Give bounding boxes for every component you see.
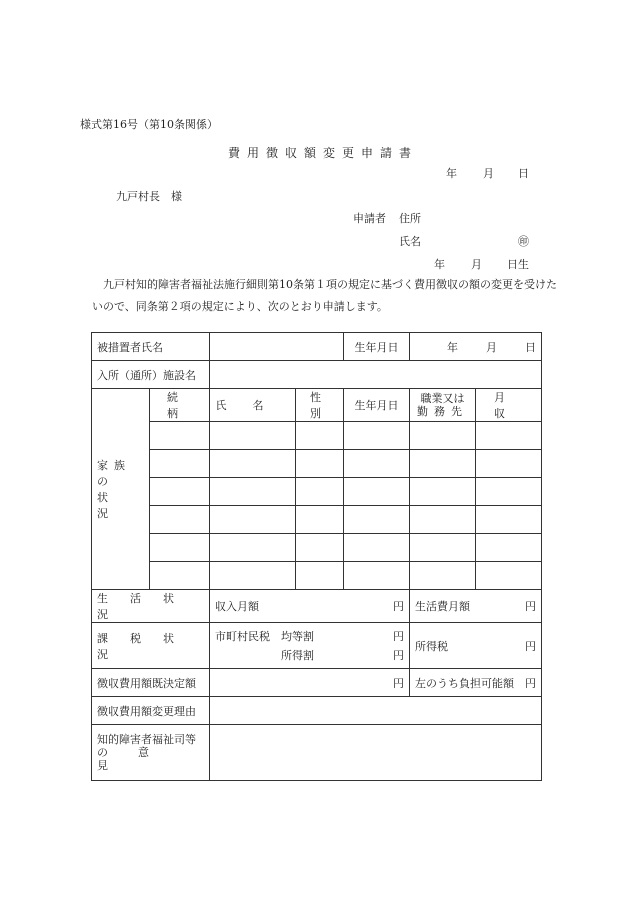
income-split-label: 所得割	[281, 648, 314, 662]
resident-tax-label: 市町村民税	[215, 629, 270, 643]
opinion-row	[92, 725, 542, 781]
tax-row	[92, 623, 542, 669]
living-label: 生活状況	[92, 590, 210, 623]
family-cell[interactable]	[344, 450, 410, 478]
income-tax-yen: 円	[525, 639, 536, 653]
family-cell[interactable]	[344, 422, 410, 450]
applicant-name-label: 氏名	[399, 235, 421, 248]
family-cell[interactable]	[476, 422, 542, 450]
person-birth-label: 生年月日	[344, 333, 410, 361]
burden-yen: 円	[525, 676, 536, 690]
facility-label: 入所（通所）施設名	[92, 361, 210, 389]
family-cell[interactable]	[296, 478, 344, 506]
family-cell[interactable]	[296, 450, 344, 478]
income-split-yen: 円	[393, 648, 404, 662]
living-cost-yen: 円	[525, 600, 536, 613]
family-header-gender: 性別	[296, 389, 344, 422]
family-header-birth: 生年月日	[344, 389, 410, 422]
applicant-label: 申請者	[353, 212, 386, 225]
reason-label: 徴収費用額変更理由	[92, 697, 210, 725]
birth-year: 年	[434, 258, 445, 271]
date-month: 月	[483, 167, 494, 180]
family-cell[interactable]	[210, 450, 296, 478]
facility-field[interactable]	[210, 361, 542, 389]
income-field[interactable]	[210, 590, 410, 623]
family-cell[interactable]	[150, 450, 210, 478]
family-row	[92, 534, 542, 562]
equal-split-label: 均等割	[281, 629, 314, 643]
opinion-field[interactable]	[210, 725, 542, 781]
family-cell[interactable]	[150, 506, 210, 534]
form-number: 様式第16号（第10条関係）	[80, 118, 218, 131]
facility-row	[92, 361, 542, 389]
family-header-job: 職業又は 勤務先	[410, 389, 476, 422]
person-name-label: 被措置者氏名	[92, 333, 210, 361]
family-cell[interactable]	[210, 506, 296, 534]
family-cell[interactable]	[410, 422, 476, 450]
reason-row	[92, 697, 542, 725]
living-cost-field[interactable]	[410, 590, 542, 623]
decided-field[interactable]	[210, 669, 410, 697]
family-cell[interactable]	[210, 422, 296, 450]
date-day: 日	[518, 167, 529, 180]
living-row	[92, 590, 542, 623]
family-row	[92, 562, 542, 590]
income-tax-field[interactable]	[410, 623, 542, 669]
family-cell[interactable]	[410, 478, 476, 506]
family-cell[interactable]	[410, 450, 476, 478]
family-cell[interactable]	[296, 422, 344, 450]
family-header-income: 月収	[476, 389, 542, 422]
family-cell[interactable]	[476, 506, 542, 534]
person-birth-day: 日	[525, 340, 536, 354]
person-birth-year: 年	[447, 340, 458, 354]
burden-label: 左のうち負担可能額	[415, 676, 514, 690]
family-header-row	[92, 389, 542, 422]
seal-mark: ㊞	[518, 235, 529, 248]
income-tax-label: 所得税	[415, 639, 448, 653]
reason-field[interactable]	[210, 697, 542, 725]
tax-label: 課税状況	[92, 623, 210, 669]
income-label: 収入月額	[215, 600, 259, 613]
family-cell[interactable]	[476, 534, 542, 562]
family-cell[interactable]	[410, 534, 476, 562]
family-cell[interactable]	[410, 506, 476, 534]
equal-split-yen: 円	[393, 629, 404, 643]
decided-yen: 円	[393, 676, 404, 690]
family-cell[interactable]	[344, 506, 410, 534]
resident-tax-field[interactable]	[210, 623, 410, 669]
application-table	[91, 332, 542, 781]
person-birth-month: 月	[486, 340, 497, 354]
family-cell[interactable]	[210, 562, 296, 590]
family-cell[interactable]	[296, 562, 344, 590]
family-header-name: 氏名	[210, 389, 296, 422]
family-cell[interactable]	[150, 422, 210, 450]
family-cell[interactable]	[210, 478, 296, 506]
family-cell[interactable]	[150, 534, 210, 562]
family-cell[interactable]	[476, 562, 542, 590]
date-year: 年	[446, 167, 457, 180]
opinion-label: 知的障害者福祉司等 の意見	[92, 725, 210, 781]
family-cell[interactable]	[344, 478, 410, 506]
person-row	[92, 333, 542, 361]
family-cell[interactable]	[150, 562, 210, 590]
family-cell[interactable]	[210, 534, 296, 562]
family-cell[interactable]	[296, 534, 344, 562]
birth-month: 月	[471, 258, 482, 271]
family-cell[interactable]	[476, 450, 542, 478]
form-title: 費用徴収額変更申請書	[228, 146, 419, 160]
family-cell[interactable]	[150, 478, 210, 506]
income-yen: 円	[393, 600, 404, 613]
person-birth-field[interactable]	[410, 333, 542, 361]
family-cell[interactable]	[344, 534, 410, 562]
living-cost-label: 生活費月額	[415, 600, 470, 613]
birth-day: 日生	[507, 258, 529, 271]
applicant-address-label: 住所	[399, 212, 421, 225]
family-cell[interactable]	[410, 562, 476, 590]
family-row	[92, 506, 542, 534]
burden-field[interactable]	[410, 669, 542, 697]
family-cell[interactable]	[296, 506, 344, 534]
family-cell[interactable]	[476, 478, 542, 506]
body-text: 九戸村知的障害者福祉法施行細則第10条第１項の規定に基づく費用徴収の額の変更を受けたいので、同条第２項の規定により、次のとおり申請します。	[92, 278, 557, 313]
family-label: 家族の 状況	[92, 389, 150, 590]
family-row	[92, 450, 542, 478]
decided-row	[92, 669, 542, 697]
person-name-field[interactable]	[210, 333, 344, 361]
family-cell[interactable]	[344, 562, 410, 590]
family-row	[92, 478, 542, 506]
addressee: 九戸村長 様	[116, 190, 182, 203]
decided-label: 徴収費用額既決定額	[92, 669, 210, 697]
family-header-relation: 続柄	[150, 389, 210, 422]
family-row	[92, 422, 542, 450]
